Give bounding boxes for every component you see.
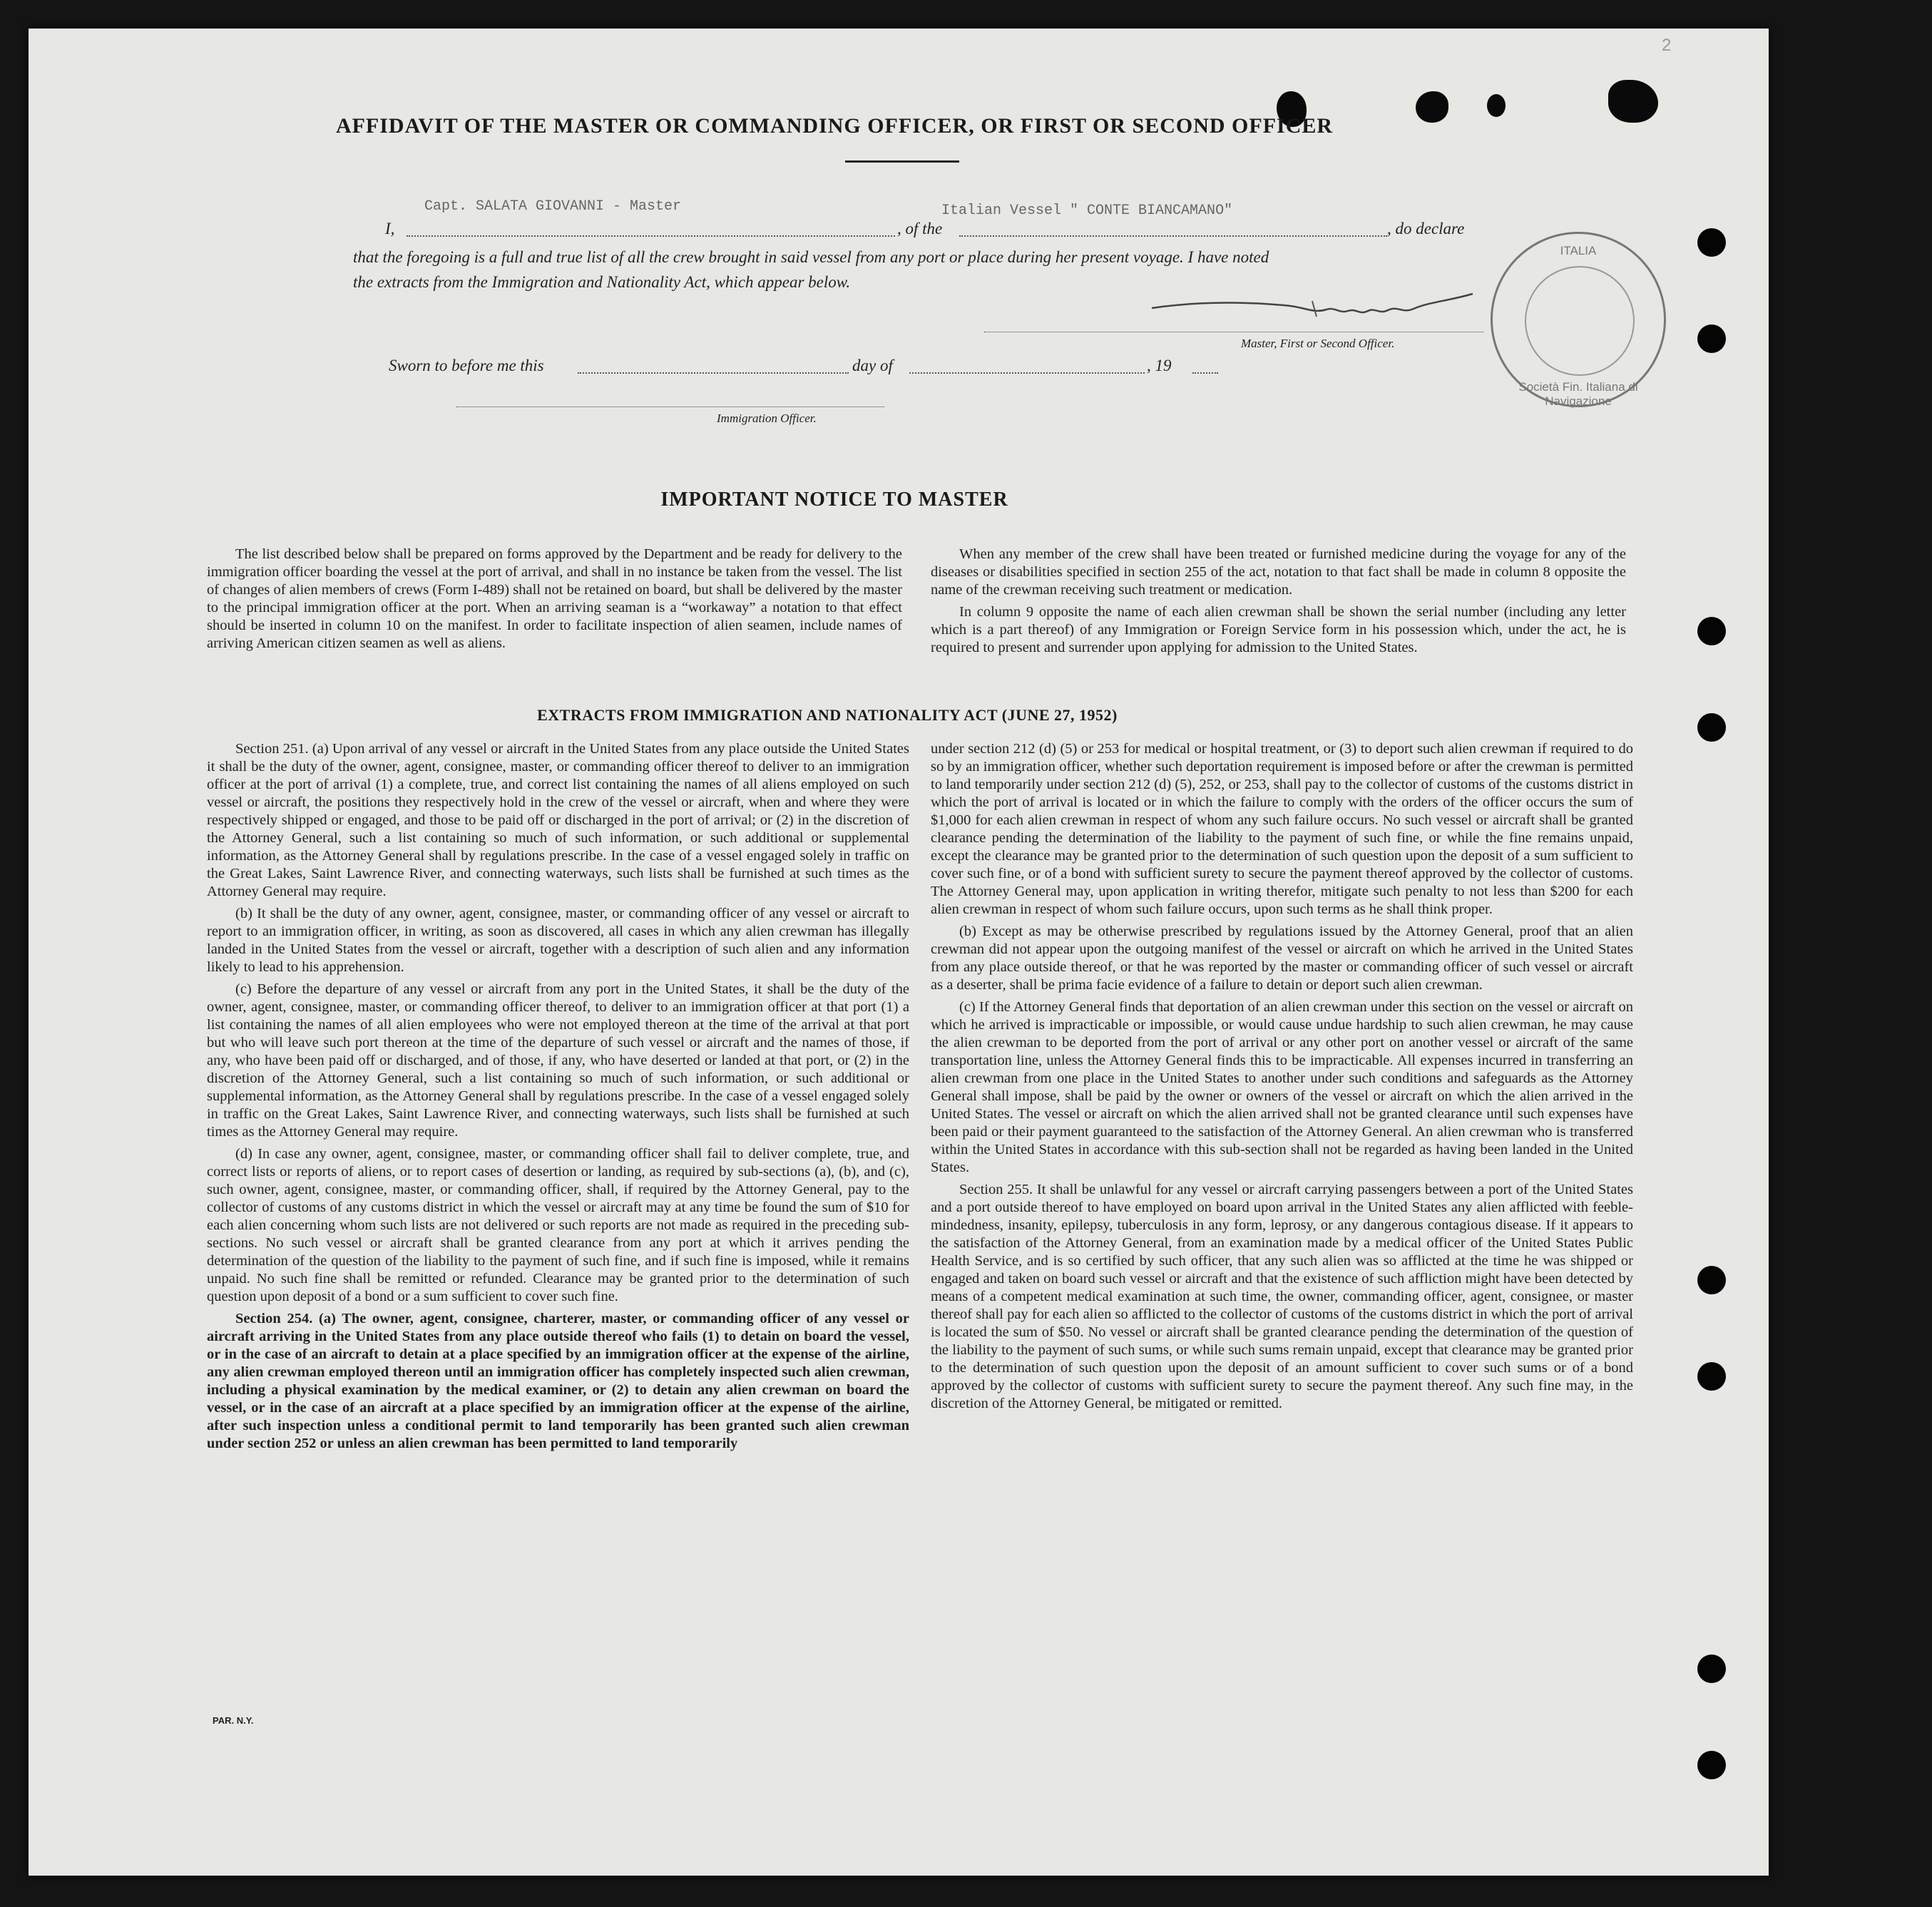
section-254-c: (c) If the Attorney General finds that deportation of an alien crewman under this section on the vessel or aircraft on which he arrived is impracticable or impossible, or would cause undue hardship to such alien crewman, he may cause the alien crewman to be deported from the port of arrival or any other port on another vessel or aircraft of the same transportation line, unless the Attorney General finds this to be impracticable. All expenses incurred in transferring an alien crewman from one place in the United States to another under such conditions and safeguards as the Attorney General shall impose, shall be paid by the owner or owners of the vessel or aircraft on which the alien arrived in the United States. The vessel or aircraft on which the alien arrived shall not be granted clearance until such expenses have been paid or their payment guaranteed to the satisfaction of the Attorney General. An alien crewman who is transferred within the United States in accordance with this sub-section shall not be regarded as having been landed in the United States. [931, 999, 1633, 1175]
affidavit-i-label: I, [385, 220, 395, 237]
document-page [29, 29, 1769, 1876]
notice-right-paragraph-1: When any member of the crew shall have been treated or furnished medicine during the voyage for any of the diseases or disabilities specified in section 255 of the act, notation to that fact shall be made in column 8 opposite the name of the crewman receiving such treatment or medication. [931, 546, 1626, 598]
master-signature [1148, 285, 1476, 328]
day-of-label: day of [852, 357, 893, 374]
name-dotted-line [407, 235, 895, 237]
sworn-year-dotted-line [1192, 372, 1218, 374]
punch-hole [1697, 1362, 1726, 1391]
section-251-d: (d) In case any owner, agent, consignee, master, or commanding officer shall fail to deliver complete, true, and correct lists or reports of aliens, or to report cases of desertion or landing, as required by sub-sections (a), (b), and (c), such owner, agent, consignee, master, or commanding officer, shall, if required by the Attorney General, pay to the collector of customs of any customs district in which the vessel or aircraft may at any time be found the sum of $10 for each alien concerning whom such lists are not delivered or such reports are not made as required in the preceding sub-sections. No such vessel or aircraft shall be granted clearance from any port at which it arrives pending the determination of the question of the liability to the payment of such fine, and if such fine is imposed, while it remains unpaid. No such fine shall be remitted or refunded. Clearance may be granted prior to the determination of such question upon deposit of a bond or a sum sufficient to cover such fine. [207, 1146, 909, 1304]
sworn-month-dotted-line [909, 372, 1145, 374]
stamp-top-text: ITALIA [1560, 244, 1597, 257]
section-254-b: (b) Except as may be otherwise prescribed by regulations issued by the Attorney General, proof that an alien crewman did not appear upon the outgoing manifest of the vessel or aircraft on which he arrived in the United States from any place outside thereof, or that he was reported by the master or commanding officer of such vessel or aircraft as a deserter, shall be prima facie evidence of a failure to detain or deport such alien crewman. [931, 924, 1633, 993]
ink-blot [1608, 80, 1658, 123]
section-254-a: Section 254. (a) The owner, agent, consignee, charterer, master, or commanding officer of any vessel or aircraft arriving in the United States from any place outside thereof who fails (1) to detain on board the vessel, or in the case of an aircraft to detain at a place specified by an immigration officer at the expense of the airline, any alien crewman employed thereon until an immigration officer has completely inspected such alien crewman, including a physical examination by the medical examiner, or (2) to detain any alien crewman on board the vessel, or in the case of an aircraft at a place specified by an immigration officer at the expense of the airline, after such inspection unless a conditional permit to land temporarily has been granted such alien crewman under section 252 or unless an alien crewman has been permitted to land temporarily [207, 1311, 909, 1451]
title-rule [845, 160, 959, 163]
signature-caption: Master, First or Second Officer. [1241, 337, 1395, 350]
section-251-b: (b) It shall be the duty of any owner, agent, consignee, master, or commanding officer of any vessel or aircraft to report to an immigration officer, in writing, as soon as discovered, all cases in which any alien crewman has illegally landed in the United States from the vessel or aircraft, together with a description of such alien and any information likely to lead to his apprehension. [207, 906, 909, 975]
punch-hole [1697, 713, 1726, 742]
punch-hole [1697, 1266, 1726, 1294]
typed-master-name: Capt. SALATA GIOVANNI - Master [424, 198, 682, 215]
affidavit-title: AFFIDAVIT OF THE MASTER OR COMMANDING OFFICER, OR FIRST OR SECOND OFFICER [335, 114, 1334, 138]
statement-line-2: the extracts from the Immigration and Nationality Act, which appear below. [353, 273, 851, 291]
printer-mark: PAR. N.Y. [213, 1715, 254, 1726]
shipping-line-stamp [1491, 232, 1666, 407]
statement-line-1: that the foregoing is a full and true list of all the crew brought in said vessel from any port or place during her present voyage. I have noted [353, 248, 1269, 266]
stamp-inner-ring [1525, 266, 1635, 376]
notice-right-column [931, 546, 1626, 661]
punch-hole [1697, 1751, 1726, 1779]
notice-left-paragraph: The list described below shall be prepared on forms approved by the Department and be ready for delivery to the immigration officer boarding the vessel at the port of arrival, and shall in no instance be taken from the vessel. The list of changes of alien members of crews (Form I-489) shall not be retained on board, but shall be delivered by the master to the principal immigration officer at the port. When an arriving seaman is a “workaway” a notation to that effect should be inserted in column 10 on the manifest. In order to facilitate inspection of alien seamen, include names of arriving American citizen seamen as well as aliens. [207, 546, 902, 651]
officer-caption: Immigration Officer. [717, 411, 817, 425]
typed-vessel-name: Italian Vessel " CONTE BIANCAMANO" [941, 203, 1233, 219]
extracts-title: EXTRACTS FROM IMMIGRATION AND NATIONALITY ACT (JUNE 27, 1952) [537, 706, 1118, 724]
notice-title: IMPORTANT NOTICE TO MASTER [660, 489, 1008, 511]
notice-left-column [207, 546, 902, 657]
vessel-dotted-line [959, 235, 1387, 237]
extracts-left-column [207, 740, 909, 1457]
section-254-a-continued: under section 212 (d) (5) or 253 for medical or hospital treatment, or (3) to deport such alien crewman if required to do so by an immigration officer, whether such deportation requirement is imposed before or after the crewman is permitted to land temporarily under section 212 (d) (5), 252, or 253, shall pay to the collector of customs of the customs district in which the port of arrival is located or in which the failure to comply with the orders of the officer occurs the sum of $1,000 for each alien crewman in respect of whom any such failure occurs. No such vessel or aircraft shall be granted clearance pending the determination of the liability to the payment of such fine, or while the fine remains unpaid, except the clearance may be granted prior to the determination of such question upon the deposit of a sum sufficient to cover such fine, or of a bond with sufficient surety to secure the payment thereof approved by the collector of customs. The Attorney General may, upon application in writing therefor, mitigate such penalty to not less than $200 for each alien crewman in respect of whom such failure occurs, upon such terms as he shall think proper. [931, 741, 1633, 917]
stamp-bottom-text: Società Fin. Italiana di Navigazione [1518, 380, 1638, 408]
section-255: Section 255. It shall be unlawful for any vessel or aircraft carrying passengers between a port of the United States and a port outside thereof to have employed on board upon arrival in the United States any alien afflicted with feeble-mindedness, insanity, epilepsy, tuberculosis in any form, leprosy, or any dangerous contagious disease. If it appears to the satisfaction of the Attorney General, from an examination made by a medical officer of the United States Public Health Service, and is so certified by such officer, that any such alien was so afflicted at the time he was shipped or engaged and taken on board such vessel or aircraft and that the existence of such affliction might have been detected by means of a competent medical examination at such time, the owner, commanding officer, agent, consignee, or master thereof shall pay for each alien so afflicted to the collector of customs of the customs district in which the port of arrival is located the sum of $50. No vessel or aircraft shall be granted clearance pending the determination of the question of the liability to the payment of such sums, or while such sums remain unpaid, except that clearance may be granted prior to the determination of such question upon the deposit of an amount sufficient to cover such sums or of a bond approved by the collector of customs with sufficient surety to secure the payment thereof. Any such fine may, in the discretion of the Attorney General, be mitigated or remitted. [931, 1182, 1633, 1411]
sworn-day-dotted-line [578, 372, 849, 374]
punch-hole [1697, 324, 1726, 353]
punch-hole [1697, 228, 1726, 257]
extracts-right-column [931, 740, 1633, 1417]
ink-blot [1487, 94, 1506, 117]
section-251-c: (c) Before the departure of any vessel or aircraft from any port in the United States, it shall be the duty of the owner, agent, consignee, master, or commanding officer thereof, to deliver to an immigration officer at that port (1) a list containing the names of all alien employees who were not employed thereon at the time of the arrival at that port but who will leave such port thereon at the time of the departure of such vessel or aircraft and the names of those, if any, who have been paid off or discharged, and of those, if any, who have deserted or landed at that port, or (2) in the discretion of the Attorney General, such a list containing so much of such information, or such additional or supplemental information, as the Attorney General shall by regulations prescribe. In the case of a vessel engaged solely in traffic on the Great Lakes, Saint Lawrence River, and connecting waterways, such lists shall be furnished at such times as the Attorney General may require. [207, 981, 909, 1140]
of-the-label: , of the [897, 220, 943, 237]
notice-right-paragraph-2: In column 9 opposite the name of each alien crewman shall be shown the serial number (including any letter which is a part thereof) of any Immigration or Foreign Service form in his possession which, under the act, he is required to present and surrender upon applying for admission to the United States. [931, 604, 1626, 655]
do-declare-label: , do declare [1387, 220, 1465, 237]
year-label: , 19 [1147, 357, 1172, 374]
sworn-label: Sworn to before me this [389, 357, 544, 374]
punch-hole [1697, 1655, 1726, 1683]
page-corner-mark: 2 [1662, 36, 1672, 55]
punch-hole [1697, 617, 1726, 645]
section-251-a: Section 251. (a) Upon arrival of any vessel or aircraft in the United States from any place outside the United States it shall be the duty of the owner, agent, consignee, master, or commanding officer thereof to deliver to an immigration officer at the port of arrival (1) a complete, true, and correct list containing the names of all aliens employed on such vessel or aircraft, the positions they respectively hold in the crew of the vessel or aircraft, when and where they were respectively shipped or engaged, and those to be paid off or discharged in the port of arrival; or (2) in the discretion of the Attorney General, such a list containing so much of such information, or such additional or supplemental information, as the Attorney General shall by regulations prescribe. In the case of a vessel engaged solely in traffic on the Great Lakes, Saint Lawrence River, and connecting waterways, such lists shall be furnished at such times as the Attorney General may require. [207, 741, 909, 899]
